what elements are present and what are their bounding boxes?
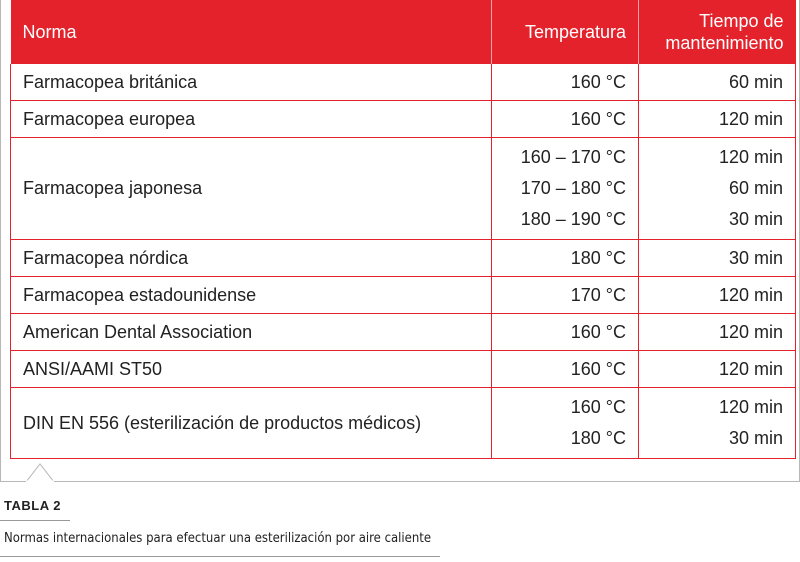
header-tiempo xyxy=(639,0,796,64)
cell-norma: Farmacopea japonesa xyxy=(11,138,492,240)
sterilization-standards-table xyxy=(10,0,796,459)
cell-temperatura xyxy=(492,138,639,240)
table-row xyxy=(11,388,796,459)
tiempo-value: 60 min xyxy=(728,178,783,198)
cell-norma: DIN EN 556 (esterilización de productos médicos) xyxy=(11,388,492,459)
cell-tiempo xyxy=(639,314,796,351)
tiempo-value: 120 min xyxy=(718,321,783,342)
table-header-row xyxy=(11,0,796,64)
table-row xyxy=(11,240,796,277)
cell-tiempo xyxy=(639,101,796,138)
temperatura-value: 170 – 180 °C xyxy=(520,178,626,198)
tiempo-value: 60 min xyxy=(728,71,783,92)
table-container xyxy=(10,0,795,459)
table-body xyxy=(11,64,796,459)
cell-norma: American Dental Association xyxy=(11,314,492,351)
cell-norma: Farmacopea británica xyxy=(11,64,492,101)
cell-tiempo xyxy=(639,388,796,459)
table-row xyxy=(11,138,796,240)
caption-label: TABLA 2 xyxy=(4,498,61,513)
cell-tiempo xyxy=(639,240,796,277)
temperatura-value: 160 °C xyxy=(570,108,626,129)
table-row xyxy=(11,351,796,388)
tiempo-value: 120 min xyxy=(718,147,783,167)
caption-pointer-icon xyxy=(26,462,54,482)
cell-tiempo xyxy=(639,351,796,388)
header-tiempo-line1: Tiempo de xyxy=(699,11,784,31)
cell-norma: Farmacopea europea xyxy=(11,101,492,138)
cell-norma: Farmacopea nórdica xyxy=(11,240,492,277)
temperatura-value: 160 °C xyxy=(570,358,626,379)
cell-temperatura xyxy=(492,64,639,101)
tiempo-value: 30 min xyxy=(728,209,783,229)
cell-temperatura xyxy=(492,277,639,314)
header-norma: Norma xyxy=(11,0,492,64)
temperatura-value: 160 – 170 °C xyxy=(520,147,626,167)
cell-tiempo xyxy=(639,64,796,101)
temperatura-value: 180 °C xyxy=(570,247,626,268)
table-row xyxy=(11,277,796,314)
header-temperatura: Temperatura xyxy=(492,0,639,64)
temperatura-value: 180 °C xyxy=(570,428,626,448)
caption-text: Normas internacionales para efectuar una esterilización por aire caliente xyxy=(4,531,432,546)
cell-temperatura xyxy=(492,388,639,459)
header-tiempo-line2: mantenimiento xyxy=(665,33,784,53)
tiempo-value: 120 min xyxy=(718,397,783,417)
caption-divider-long xyxy=(0,556,440,557)
tiempo-value: 120 min xyxy=(718,358,783,379)
tiempo-value: 30 min xyxy=(728,428,783,448)
cell-temperatura xyxy=(492,240,639,277)
cell-tiempo xyxy=(639,277,796,314)
tiempo-value: 120 min xyxy=(718,284,783,305)
cell-norma: ANSI/AAMI ST50 xyxy=(11,351,492,388)
cell-norma: Farmacopea estadounidense xyxy=(11,277,492,314)
cell-temperatura xyxy=(492,101,639,138)
table-row xyxy=(11,64,796,101)
temperatura-value: 160 °C xyxy=(570,397,626,417)
table-row xyxy=(11,101,796,138)
tiempo-value: 120 min xyxy=(718,108,783,129)
temperatura-value: 160 °C xyxy=(570,71,626,92)
table-row xyxy=(11,314,796,351)
cell-tiempo xyxy=(639,138,796,240)
temperatura-value: 170 °C xyxy=(570,284,626,305)
cell-temperatura xyxy=(492,314,639,351)
temperatura-value: 180 – 190 °C xyxy=(520,209,626,229)
tiempo-value: 30 min xyxy=(728,247,783,268)
caption-divider-short xyxy=(0,520,70,521)
temperatura-value: 160 °C xyxy=(570,321,626,342)
cell-temperatura xyxy=(492,351,639,388)
